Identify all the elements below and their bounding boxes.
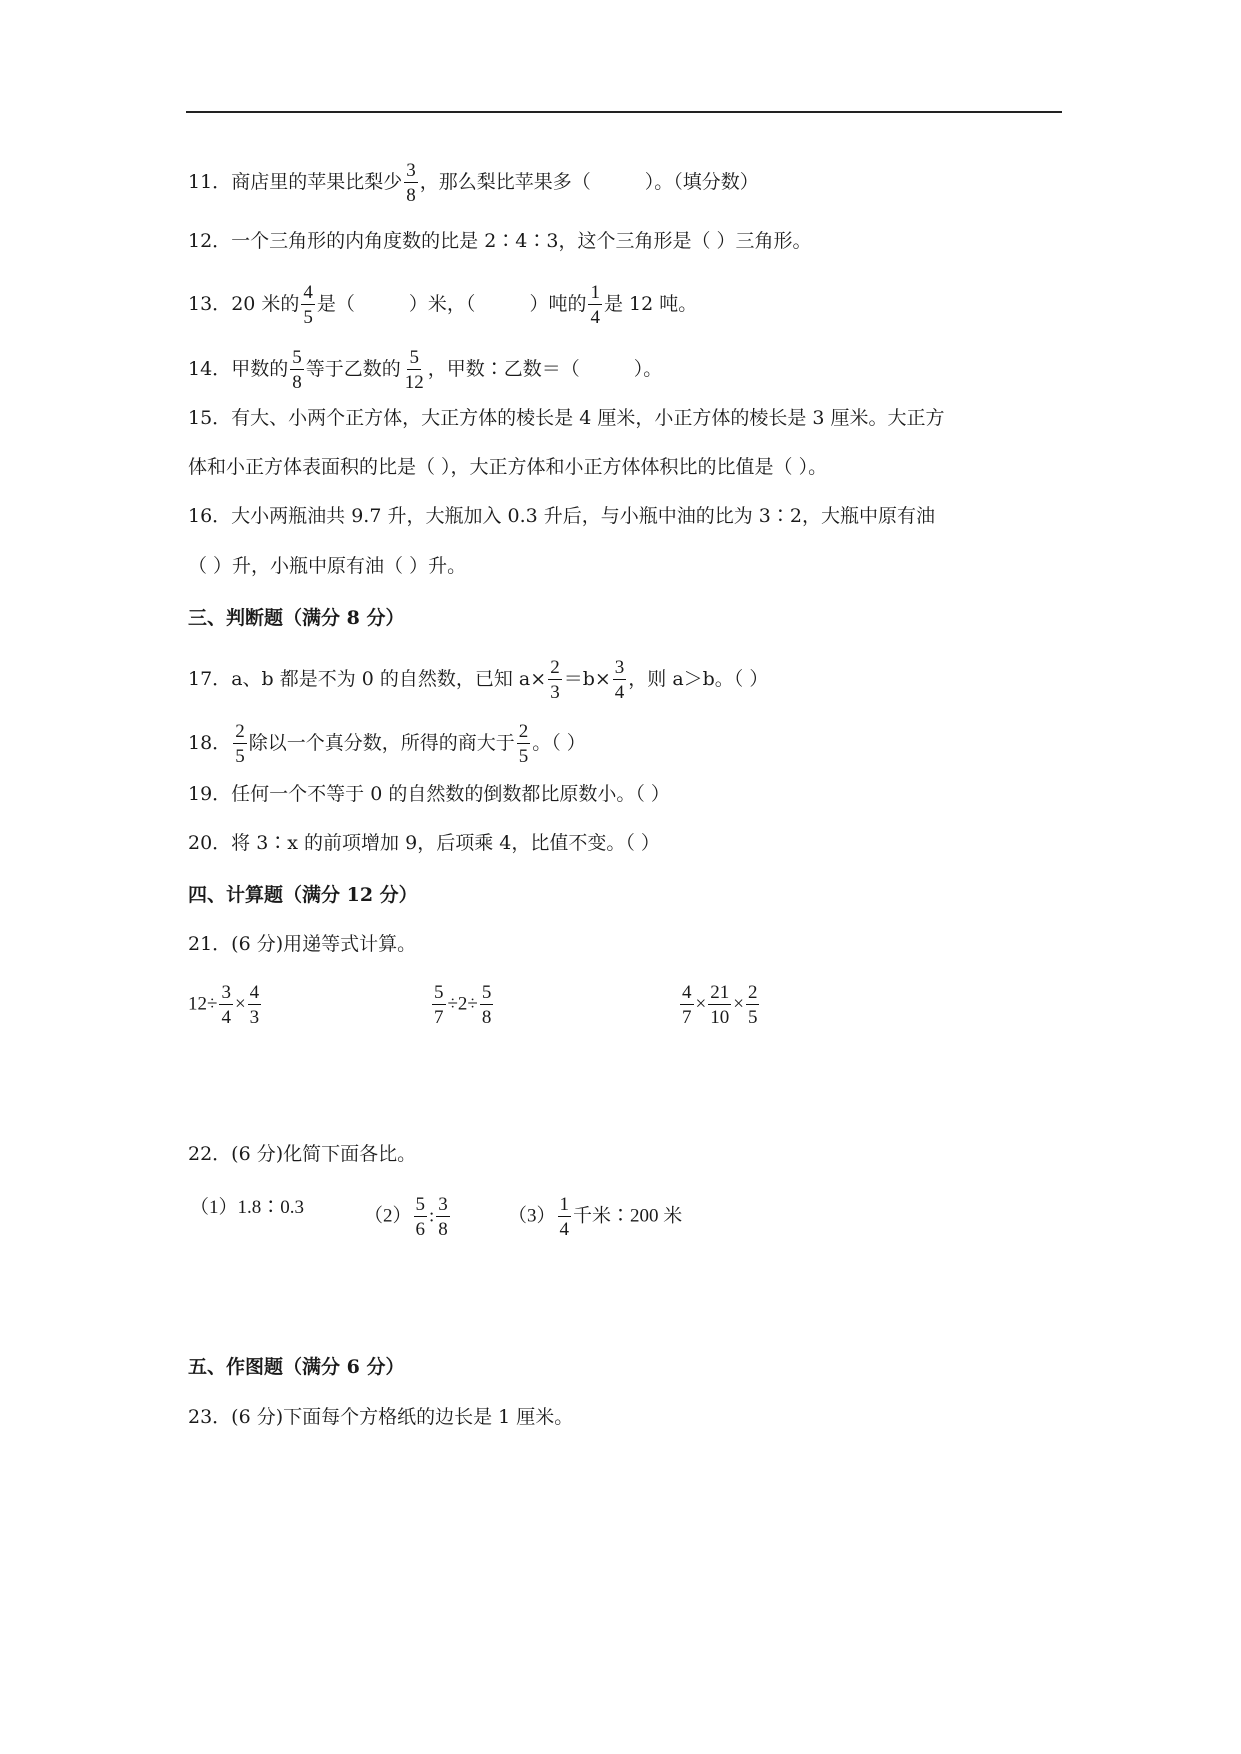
question-23: 23．(6 分)下面每个方格纸的边长是 1 厘米。 (188, 1406, 574, 1428)
question-11: 11．商店里的苹果比梨少 $\frac{3}{8}$ ，那么梨比苹果多（ ）。（填分数） (188, 160, 759, 206)
fraction: $\frac{1}{4}$ (559, 1194, 570, 1240)
question-19: 19．任何一个不等于 0 的自然数的倒数都比原数小。（ ） (188, 783, 670, 805)
fraction: $\frac{4}{3}$ (249, 982, 260, 1028)
fraction: $\frac{4}{5}$ (303, 282, 313, 328)
ratio-part-3: （3） $\frac{1}{4}$ 千米∶200 米 (508, 1194, 683, 1240)
fraction: $\frac{2}{5}$ (518, 721, 529, 767)
fraction: $\frac{5}{6}$ (415, 1194, 426, 1240)
ratio-part-1: （1）1.8∶0.3 (190, 1197, 305, 1218)
section-heading-drawing: 五、作图题（满分 6 分） (188, 1356, 405, 1378)
fraction: $\frac{2}{5}$ (747, 982, 758, 1028)
section-heading-judgment: 三、判断题（满分 8 分） (188, 607, 405, 629)
fraction: $\frac{2}{5}$ (235, 721, 245, 767)
question-21: 21．(6 分)用递等式计算。 (188, 933, 417, 955)
question-16-line-2: （ ）升，小瓶中原有油（ ）升。 (188, 555, 467, 577)
fraction: $\frac{3}{4}$ (221, 982, 231, 1028)
fraction: $\frac{5}{7}$ (434, 982, 444, 1028)
section-heading-calculation: 四、计算题（满分 12 分） (188, 884, 418, 906)
fraction: $\frac{3}{4}$ (614, 657, 625, 703)
fraction: $\frac{1}{4}$ (590, 282, 600, 328)
question-12: 12．一个三角形的内角度数的比是 2∶4∶3，这个三角形是（ ）三角形。 (188, 230, 812, 252)
fraction: $\frac{21}{10}$ (710, 982, 730, 1028)
question-22: 22．(6 分)化简下面各比。 (188, 1143, 417, 1165)
fraction: $\frac{2}{3}$ (550, 657, 560, 703)
question-15-line-1: 15．有大、小两个正方体，大正方体的棱长是 4 厘米，小正方体的棱长是 3 厘米。大正方 (188, 407, 945, 429)
fraction: $\frac{5}{8}$ (292, 347, 302, 393)
fraction: $\frac{3}{8}$ (438, 1194, 448, 1240)
fraction: $\frac{5}{12}$ (404, 347, 424, 393)
question-18: 18． $\frac{2}{5}$ 除以一个真分数，所得的商大于 $\frac{2}{5}$ 。（ ） (188, 721, 586, 767)
calc-expression-3: $\frac{4}{7}$ × $\frac{21}{10}$ × $\frac{2}{5}$ (682, 982, 758, 1028)
question-20: 20．将 3∶x 的前项增加 9，后项乘 4，比值不变。（ ） (188, 832, 660, 854)
question-16-line-1: 16．大小两瓶油共 9.7 升，大瓶加入 0.3 升后，与小瓶中油的比为 3∶2，大瓶中原有油 (188, 505, 935, 527)
ratio-part-2: （2） $\frac{5}{6}$ : $\frac{3}{8}$ (364, 1194, 448, 1240)
fraction: $\frac{5}{8}$ (481, 982, 492, 1028)
question-15-line-2: 体和小正方体表面积的比是（ ），大正方体和小正方体体积比的比值是（ ）。 (188, 456, 828, 478)
fraction: $\frac{3}{8}$ (406, 160, 416, 206)
header-rule (186, 111, 1062, 113)
question-17: 17．a、b 都是不为 0 的自然数，已知 a× $\frac{2}{3}$ ＝b× $\frac{3}{4}$ ，则 a＞b。（ ） (188, 657, 769, 703)
question-13: 13．20 米的 $\frac{4}{5}$ 是（ ）米，（ ）吨的 $\frac{1}{4}$ 是 12 吨。 (188, 282, 698, 328)
calc-expression-1: 12÷ $\frac{3}{4}$ × $\frac{4}{3}$ (188, 982, 260, 1028)
calc-expression-2: $\frac{5}{7}$ ÷2÷ $\frac{5}{8}$ (434, 982, 492, 1028)
question-14: 14．甲数的 $\frac{5}{8}$ 等于乙数的 $\frac{5}{12}$ ，甲数∶乙数＝（ ）。 (188, 347, 663, 393)
fraction: $\frac{4}{7}$ (682, 982, 692, 1028)
